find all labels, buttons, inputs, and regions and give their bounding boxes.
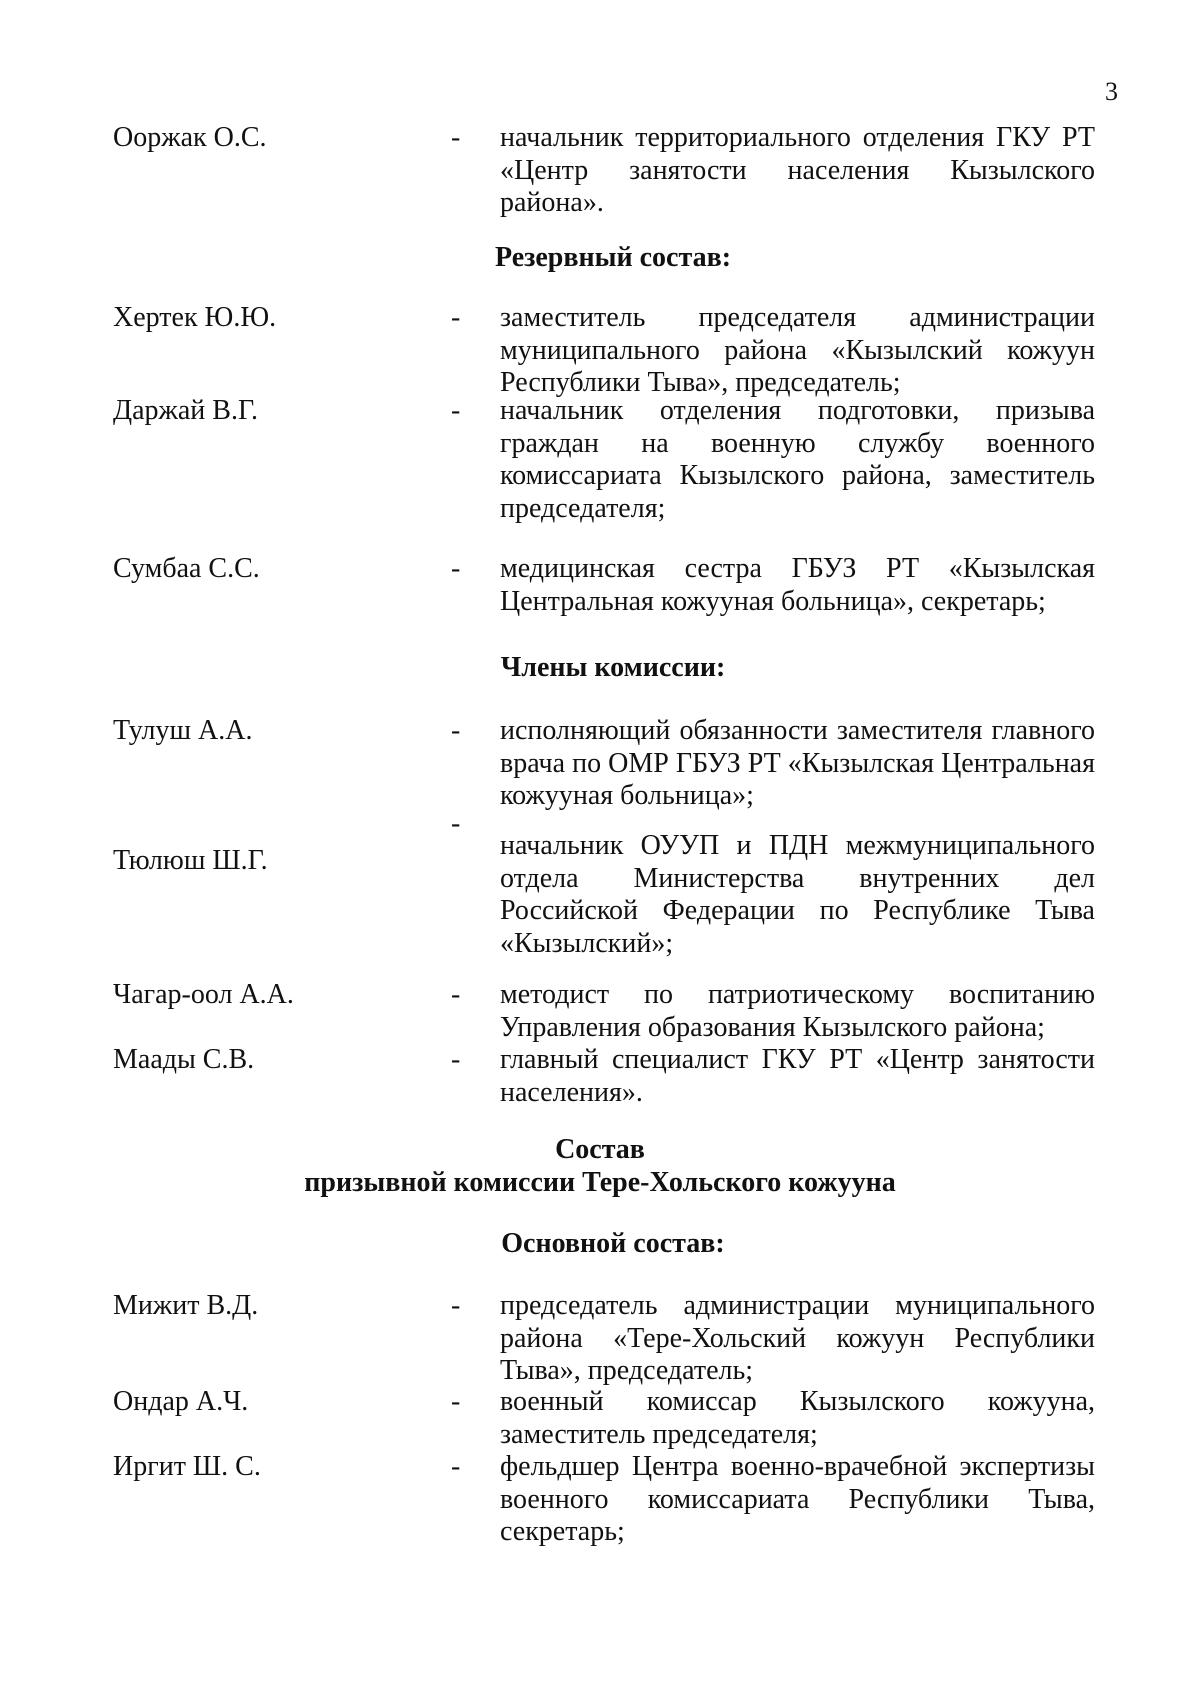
entry-dash: - <box>451 808 461 839</box>
entry-dash: - <box>451 1386 461 1417</box>
page-number: 3 <box>1105 77 1118 106</box>
reserve-heading: Резервный состав: <box>494 242 732 273</box>
section-title: Состав <box>555 1134 645 1165</box>
entry-dash: - <box>451 302 461 333</box>
member-position: медицинская сестра ГБУЗ РТ «Кызылская Центральная кожууная больница», секретарь; <box>500 553 1095 617</box>
member-name: Ондар А.Ч. <box>113 1386 249 1417</box>
member-name: Сумбаа С.С. <box>113 553 260 584</box>
member-name: Мижит В.Д. <box>113 1290 259 1321</box>
member-position: председатель администрации муниципального района «Тере-Хольский кожуун Республики Тыва», председатель; <box>500 1290 1095 1386</box>
entry-dash: - <box>451 1044 461 1075</box>
member-name: Тулуш А.А. <box>113 715 253 746</box>
member-name: Маады С.В. <box>113 1044 255 1075</box>
entry-dash: - <box>451 122 461 153</box>
member-name: Хертек Ю.Ю. <box>113 302 277 333</box>
member-name: Иргит Ш. С. <box>113 1451 261 1482</box>
main-heading: Основной состав: <box>501 1228 725 1259</box>
member-name: Чагар-оол А.А. <box>113 979 294 1010</box>
entry-dash: - <box>451 1290 461 1321</box>
entry-dash: - <box>451 395 461 426</box>
member-name: Даржай В.Г. <box>113 395 258 426</box>
section-subtitle: призывной комиссии Тере-Хольского кожууна <box>304 1167 896 1198</box>
member-position: методист по патриотическому воспитанию Управления образования Кызылского района; <box>500 979 1095 1043</box>
entry-dash: - <box>451 1451 461 1482</box>
entry-dash: - <box>451 979 461 1010</box>
member-position: заместитель председателя администрации муниципального района «Кызылский кожуун Республики Тыва», председатель; <box>500 302 1095 398</box>
member-position: начальник территориального отделения ГКУ РТ «Центр занятости населения Кызылского района». <box>500 122 1095 218</box>
member-position: фельдшер Центра военно-врачебной экспертизы военного комиссариата Республики Тыва, секретарь; <box>500 1451 1095 1547</box>
member-name: Тюлюш Ш.Г. <box>113 845 268 876</box>
member-position: главный специалист ГКУ РТ «Центр занятости населения». <box>500 1044 1095 1108</box>
member-position: военный комиссар Кызылского кожууна, заместитель председателя; <box>500 1386 1095 1450</box>
member-name: Ооржак О.С. <box>113 122 267 153</box>
member-position: исполняющий обязанности заместителя главного врача по ОМР ГБУЗ РТ «Кызылская Центральная кожууная больница»; <box>500 715 1095 811</box>
members-heading: Члены комиссии: <box>500 652 726 683</box>
entry-dash: - <box>451 553 461 584</box>
member-position: начальник отделения подготовки, призыва граждан на военную службу военного комиссариата Кызылского района, заместитель председателя; <box>500 395 1095 524</box>
entry-dash: - <box>451 715 461 746</box>
member-position: начальник ОУУП и ПДН межмуниципального отдела Министерства внутренних дел Российской Федерации по Республике Тыва «Кызылский»; <box>500 830 1095 959</box>
